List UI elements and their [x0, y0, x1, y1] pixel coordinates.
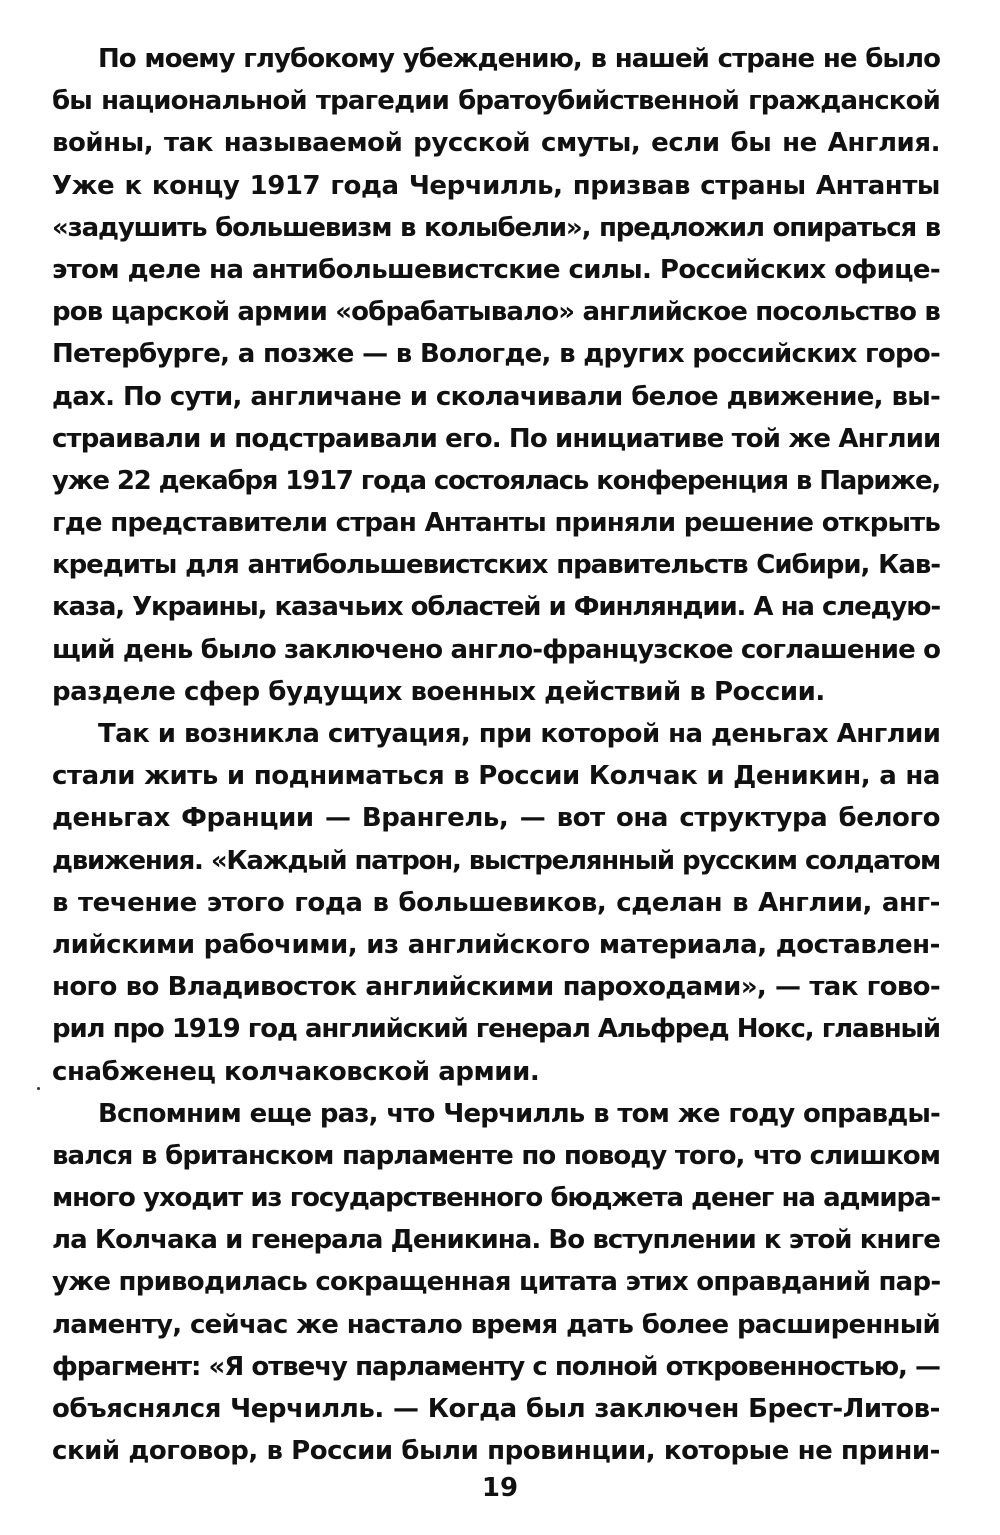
text-line: ного во Владивосток английскими пароходами», — так гово-	[52, 972, 940, 1003]
text-line: ла Колчака и генерала Деникина. Во вступлении к этой книге	[52, 1225, 940, 1256]
text-line: щий день было заключено англо-французское соглашение о	[52, 634, 941, 665]
text-line: Вспомним еще раз, что Черчилль в том же году оправды-	[98, 1098, 940, 1129]
text-line: кредиты для антибольшевистских правительств Сибири, Кав-	[52, 550, 940, 581]
text-line: вался в британском парламенте по поводу того, что слишком	[52, 1140, 940, 1171]
paragraph-3	[52, 1093, 940, 1473]
text-line: деньгах Франции — Врангель, — вот она структура белого	[52, 803, 940, 834]
paragraph-2	[52, 713, 940, 1093]
body-text	[52, 38, 940, 1472]
text-line: войны, так называемой русской смуты, если бы не Англия.	[52, 128, 940, 159]
text-line: дах. По сути, англичане и сколачивали белое движение, вы-	[52, 381, 940, 412]
text-line: где представители стран Антанты приняли решение открыть	[52, 508, 940, 539]
text-line: стали жить и подниматься в России Колчак и Деникин, а на	[52, 761, 940, 792]
text-line: этом деле на антибольшевистские силы. Российских офице-	[52, 254, 940, 285]
paragraph-1	[52, 38, 940, 713]
text-line: объяснялся Черчилль. — Когда был заключен Брест-Литов-	[52, 1394, 940, 1424]
text-line: страивали и подстраивали его. По инициативе той же Англии	[52, 423, 941, 454]
text-line: много уходит из государственного бюджета денег на адмира-	[52, 1183, 940, 1214]
text-line: бы национальной трагедии братоубийственной гражданской	[52, 86, 940, 117]
text-line: ламенту, сейчас же настало время дать более расширенный	[52, 1309, 940, 1340]
page-number: 19	[481, 1473, 519, 1503]
text-line: уже приводилась сокращенная цитата этих оправданий пар-	[52, 1267, 941, 1298]
text-line: разделе сфер будущих военных действий в России.	[52, 676, 825, 707]
text-line: Так и возникла ситуация, при которой на деньгах Англии	[98, 719, 941, 749]
text-line: По моему глубокому убеждению, в нашей стране не было	[98, 44, 940, 74]
text-line: «задушить большевизм в колыбели», предложил опираться в	[52, 212, 940, 243]
text-line: снабженец колчаковской армии.	[52, 1056, 540, 1087]
text-line: в течение этого года в большевиков, сделан в Англии, анг-	[52, 887, 940, 918]
scan-speck	[37, 1087, 40, 1090]
text-line: Уже к концу 1917 года Черчилль, призвав страны Антанты	[52, 170, 940, 201]
text-line: фрагмент: «Я отвечу парламенту с полной откровенностью, —	[52, 1351, 940, 1382]
text-line: рил про 1919 год английский генерал Альфред Нокс, главный	[52, 1014, 940, 1045]
text-line: лийскими рабочими, из английского материала, доставлен-	[52, 929, 940, 960]
text-line: уже 22 декабря 1917 года состоялась конференция в Париже,	[52, 465, 940, 496]
text-line: Петербурге, а позже — в Вологде, в других российских горо-	[52, 339, 940, 370]
text-line: ский договор, в России были провинции, которые не прини-	[52, 1436, 940, 1467]
text-line: движения. «Каждый патрон, выстрелянный русским солдатом	[52, 845, 940, 876]
text-line: каза, Украины, казачьих областей и Финляндии. А на следую-	[52, 592, 940, 623]
text-line: ров царской армии «обрабатывало» английское посольство в	[52, 297, 940, 328]
